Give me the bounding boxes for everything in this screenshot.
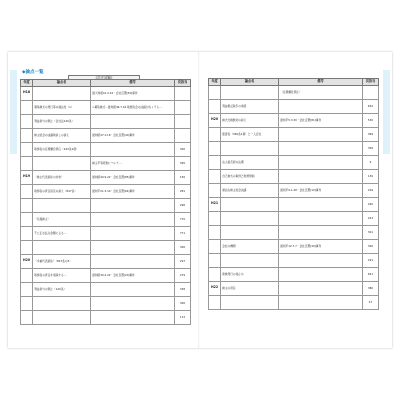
row-note <box>91 282 175 296</box>
row-page: 301 <box>363 225 379 239</box>
left-side-tab <box>10 70 17 154</box>
row-note <box>279 295 363 309</box>
row-note <box>279 155 363 169</box>
row-note <box>91 114 175 128</box>
right-side-tab <box>383 70 390 154</box>
row-year <box>209 225 221 239</box>
row-page: 380 <box>363 281 379 295</box>
row-note <box>91 240 175 254</box>
left-page <box>8 52 200 348</box>
row-year <box>209 127 221 141</box>
row-note <box>279 169 363 183</box>
row-topic: 募集株式の発行等の適法性（1） <box>33 100 91 114</box>
row-topic: 会社の機関 <box>221 239 279 253</box>
table-row <box>209 155 379 169</box>
row-year <box>209 211 221 225</box>
row-note <box>279 99 363 113</box>
row-page: 279 <box>175 268 191 282</box>
table-row <box>209 113 379 127</box>
row-topic: 株主総会の決議取消しの訴え <box>33 128 91 142</box>
row-note: 最判昭40.2.22・会社百選[20]事件 <box>91 268 175 282</box>
table-row <box>21 212 191 226</box>
row-topic: 〈株主代表訴訟の対象〉 <box>33 170 91 184</box>
row-year <box>209 141 221 155</box>
row-page: 243 <box>363 211 379 225</box>
row-page: 240 <box>363 197 379 211</box>
row-note <box>279 127 363 141</box>
row-page: 47 <box>363 295 379 309</box>
row-year: H20 <box>209 113 221 127</box>
row-note <box>91 310 175 324</box>
table-row <box>21 254 191 268</box>
row-year <box>21 156 33 170</box>
row-year <box>21 282 33 296</box>
table-row <box>209 211 379 225</box>
row-topic: 不公正な払込金額による… <box>33 226 91 240</box>
row-page: 297 <box>175 254 191 268</box>
table-row <box>209 141 379 155</box>
row-page: 621 <box>363 267 379 281</box>
row-topic: 取締役の責任を免除する… <box>33 268 91 282</box>
row-note <box>91 296 175 310</box>
row-note <box>91 254 175 268</box>
row-topic <box>221 253 279 267</box>
row-topic: 利益供与の禁止（会社法120条） <box>33 114 91 128</box>
row-year <box>21 114 33 128</box>
row-year <box>21 184 33 198</box>
row-topic <box>221 197 279 211</box>
row-note <box>279 141 363 155</box>
row-year: H19 <box>21 170 33 184</box>
row-year <box>21 310 33 324</box>
row-year <box>209 267 221 281</box>
table-row <box>209 85 379 99</box>
table-row <box>21 198 191 212</box>
row-year <box>21 226 33 240</box>
row-page: 770 <box>175 212 191 226</box>
col-topic: 論点名 <box>33 80 91 87</box>
table-row <box>21 142 191 156</box>
col-year: 年度 <box>209 79 221 86</box>
row-note: 最判昭47.11.8・会社百選[40]事件 <box>91 128 175 142</box>
row-note: 最大判昭41.2.22・会社百選[32]事件 <box>91 86 175 100</box>
row-year <box>21 240 33 254</box>
row-topic: 自己株式の取得と財源規制 <box>221 169 279 183</box>
row-topic <box>221 211 279 225</box>
table-row <box>209 169 379 183</box>
row-page: 369 <box>363 127 379 141</box>
row-topic <box>33 240 91 254</box>
row-year <box>209 295 221 309</box>
col-year: 年度 <box>21 80 33 87</box>
row-page: 156 <box>175 170 191 184</box>
table-header-row <box>21 80 191 87</box>
row-year <box>209 155 221 169</box>
row-year <box>209 169 221 183</box>
row-year <box>21 128 33 142</box>
row-note <box>279 197 363 211</box>
row-note: ⇒募集株式…最判昭46.7.16 取締役会の決議がなくても… <box>91 100 175 114</box>
table-row <box>21 86 191 100</box>
row-page: 300 <box>175 142 191 156</box>
table-row <box>21 170 191 184</box>
row-page: 622 <box>363 99 379 113</box>
row-topic: 違法な株主総会決議 <box>221 183 279 197</box>
row-topic: 〈名義株主〉 <box>33 212 91 226</box>
row-page: 281 <box>175 184 191 198</box>
table-header-row <box>209 79 379 86</box>
row-note <box>279 211 363 225</box>
table-row <box>21 268 191 282</box>
row-note: 最判平9.1.28・会社百選[10]事件 <box>279 183 363 197</box>
row-page: 771 <box>175 226 191 240</box>
row-note <box>91 212 175 226</box>
row-topic: 利益供与の禁止（120条） <box>33 282 91 296</box>
row-note: 最判昭40.9.22・会社百選[85]事件 <box>91 170 175 184</box>
row-note: 〈任務懈怠責任〉 <box>279 85 363 99</box>
row-page: 229 <box>363 183 379 197</box>
row-topic: 取締役の責任追及の訴え（847条） <box>33 184 91 198</box>
row-year <box>209 183 221 197</box>
row-page: 356 <box>363 141 379 155</box>
row-page: 338 <box>175 282 191 296</box>
row-topic <box>33 86 91 100</box>
col-note: 備考 <box>91 80 175 87</box>
row-note <box>279 281 363 295</box>
table-row <box>209 281 379 295</box>
section-title: ◆論点一覧 <box>22 70 44 75</box>
row-year <box>209 239 221 253</box>
row-topic <box>221 295 279 309</box>
row-page: 291 <box>363 253 379 267</box>
row-topic: 監査役（356条1項）と一人会社 <box>221 127 279 141</box>
row-year <box>21 296 33 310</box>
table-row <box>21 296 191 310</box>
row-topic <box>33 198 91 212</box>
row-topic <box>221 225 279 239</box>
row-note <box>91 226 175 240</box>
row-topic: 法人格否認の法理 <box>221 155 279 169</box>
table-row <box>21 310 191 324</box>
row-page: 9 <box>363 155 379 169</box>
table-row <box>21 114 191 128</box>
row-note: 最判平5.3.30・会社百選[81]事件 <box>279 113 363 127</box>
table-row <box>209 183 379 197</box>
col-topic: 論点名 <box>221 79 279 86</box>
table-row <box>21 282 191 296</box>
row-year: H21 <box>209 197 221 211</box>
row-page: 300 <box>363 239 379 253</box>
row-page: 395 <box>175 156 191 170</box>
row-topic: 株式交換無効の訴え <box>221 113 279 127</box>
row-topic <box>33 156 91 170</box>
table-row <box>21 100 191 114</box>
row-year <box>209 253 221 267</box>
col-note: 備考 <box>279 79 363 86</box>
row-year <box>21 198 33 212</box>
row-note: 最判平12.7.7・会社百選[49]事件 <box>279 239 363 253</box>
right-topic-table <box>208 78 379 310</box>
row-topic <box>221 85 279 99</box>
table-row <box>21 226 191 240</box>
row-year <box>209 99 221 113</box>
table-row <box>21 128 191 142</box>
row-note <box>279 253 363 267</box>
table-row <box>209 225 379 239</box>
book-spread <box>8 52 392 348</box>
row-note <box>279 267 363 281</box>
row-topic: 利益相反取引の承認 <box>221 99 279 113</box>
row-year <box>21 212 33 226</box>
row-note <box>279 225 363 239</box>
row-year <box>21 142 33 156</box>
row-page: 172 <box>175 310 191 324</box>
row-page <box>363 85 379 99</box>
row-page <box>175 86 191 100</box>
row-topic: 〈多重代表訴訟〉（847条の3） <box>33 254 91 268</box>
row-page: 300 <box>175 240 191 254</box>
row-page: 530 <box>363 113 379 127</box>
row-page <box>175 100 191 114</box>
left-topic-table <box>20 79 191 325</box>
right-page <box>200 52 392 348</box>
row-year <box>209 85 221 99</box>
row-note <box>91 142 175 156</box>
row-page: 130 <box>363 169 379 183</box>
row-topic: 新株発行の差止め <box>221 267 279 281</box>
row-year: H22 <box>209 281 221 295</box>
row-note <box>91 198 175 212</box>
row-note: 株主平等原則について… <box>91 156 175 170</box>
row-year: H18 <box>21 86 33 100</box>
row-topic: 取締役の任務懈怠責任（423条1項） <box>33 142 91 156</box>
table-row <box>21 156 191 170</box>
row-page <box>175 114 191 128</box>
table-row <box>209 253 379 267</box>
table-row <box>209 127 379 141</box>
row-note: 最判平21.3.10・会社百選[64]事件 <box>91 184 175 198</box>
table-row <box>209 295 379 309</box>
sub-header: [司法試験] <box>68 75 140 82</box>
col-page: 頁該当 <box>363 79 379 86</box>
row-page <box>175 128 191 142</box>
table-row <box>209 99 379 113</box>
table-row <box>209 267 379 281</box>
row-year <box>21 268 33 282</box>
row-page: 296 <box>175 198 191 212</box>
table-row <box>209 197 379 211</box>
row-topic <box>221 141 279 155</box>
table-row <box>21 240 191 254</box>
row-page: 300 <box>175 296 191 310</box>
table-row <box>21 184 191 198</box>
row-topic <box>33 296 91 310</box>
col-page: 頁該当 <box>175 80 191 87</box>
row-year <box>21 100 33 114</box>
table-row <box>209 239 379 253</box>
row-topic <box>33 310 91 324</box>
row-topic: 株主の責任 <box>221 281 279 295</box>
row-year: H20 <box>21 254 33 268</box>
